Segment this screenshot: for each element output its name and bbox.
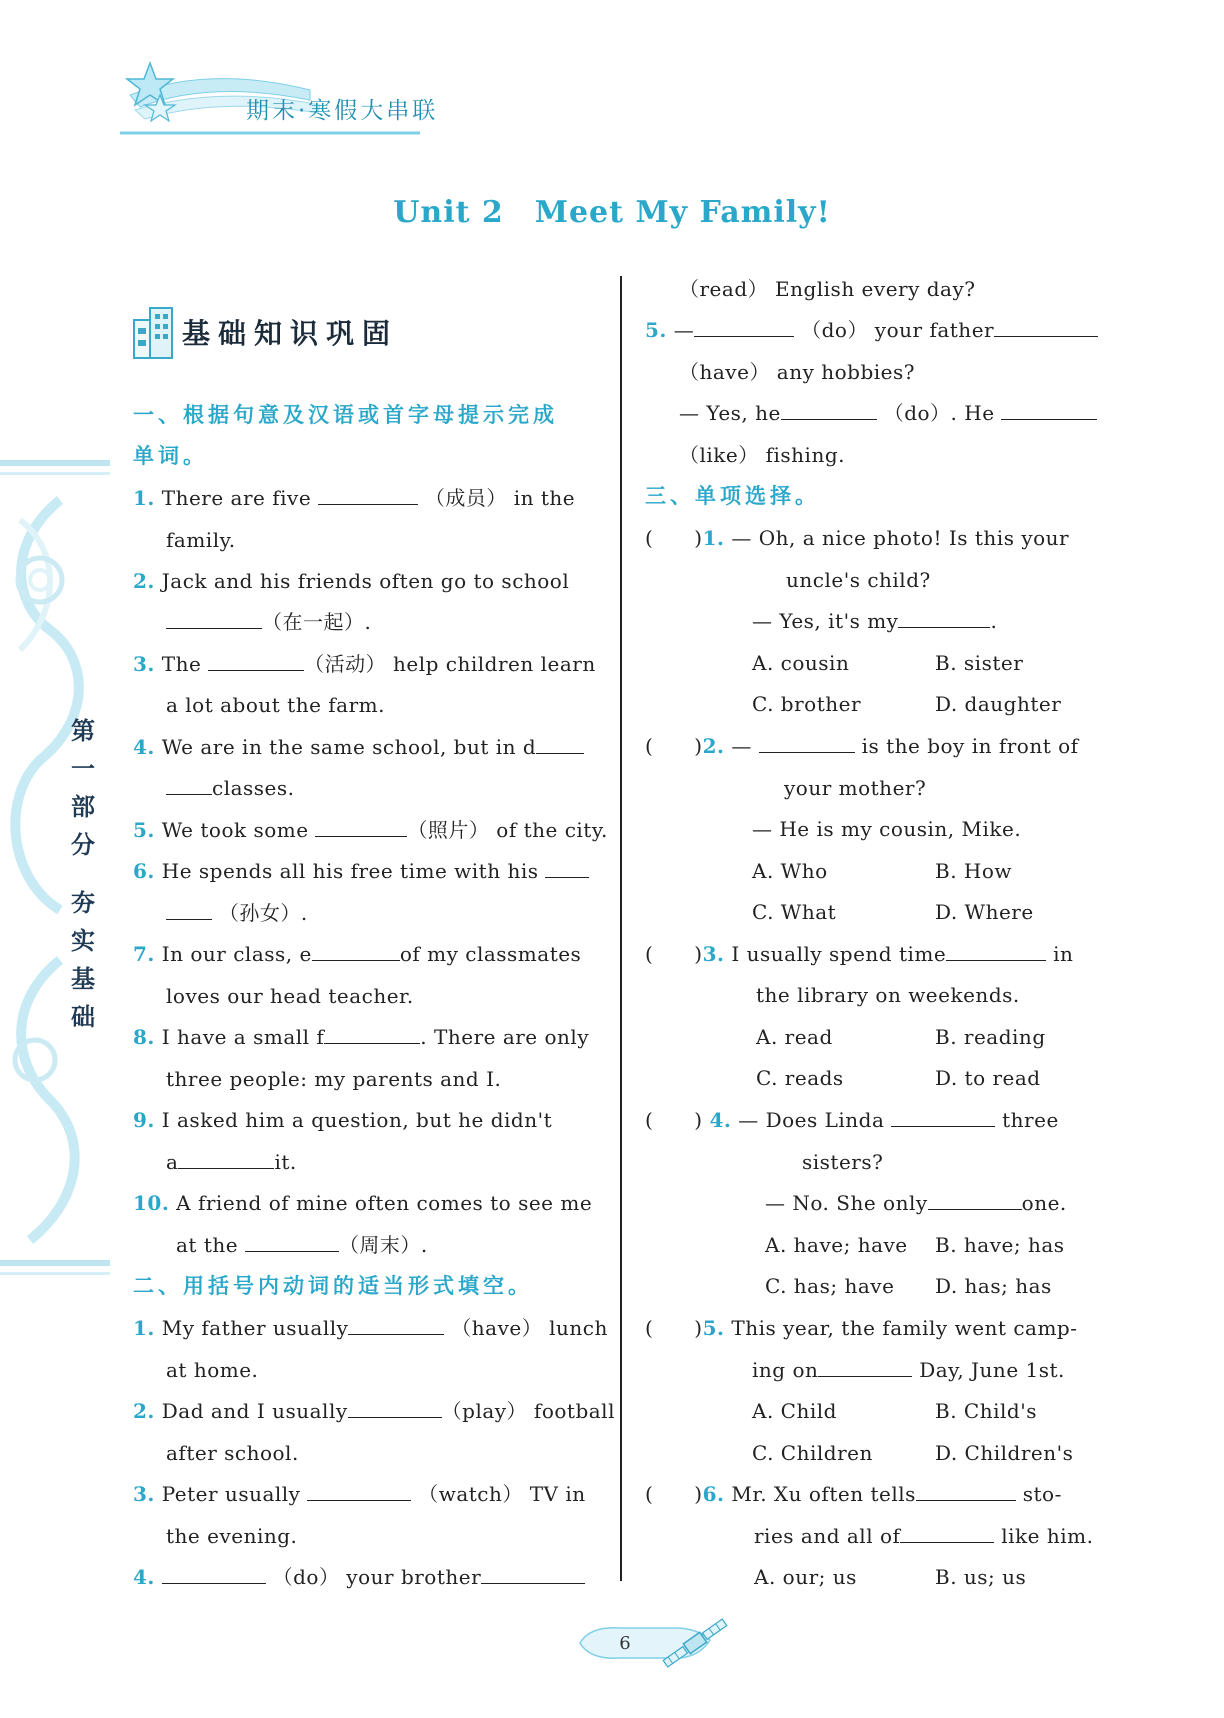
question-line: （like） fishing. — [679, 443, 845, 467]
section-title: 基础知识巩固 — [182, 317, 399, 350]
answer-blank[interactable] — [166, 608, 262, 629]
answer-paren[interactable]: ( ) — [645, 1108, 703, 1132]
side-char: 夯 — [71, 889, 95, 917]
question-line: （孙女）. — [166, 899, 308, 927]
question-number: 2. — [133, 1399, 155, 1423]
answer-blank[interactable] — [307, 1480, 411, 1501]
question-line: 7. In our class, e of my classmates — [133, 942, 582, 966]
question-number: 7. — [133, 942, 155, 966]
option-c[interactable]: C. reads — [756, 1066, 844, 1090]
option-a[interactable]: A. have; have — [765, 1233, 908, 1257]
answer-blank[interactable] — [946, 940, 1046, 961]
question-number: 4. — [133, 735, 155, 759]
question-line: 2. Jack and his friends often go to school — [133, 569, 570, 593]
answer-paren[interactable]: ( ) — [645, 1316, 703, 1340]
question-line: at the （周末）. — [176, 1233, 428, 1257]
question-line: 1. My father usually （have） lunch — [133, 1316, 608, 1340]
option-d[interactable]: D. daughter — [935, 692, 1062, 716]
question-line: 6. He spends all his free time with his — [133, 857, 589, 885]
answer-blank[interactable] — [315, 816, 407, 837]
option-a[interactable]: A. Child — [752, 1399, 837, 1423]
option-d[interactable]: D. Where — [935, 900, 1034, 924]
question-number: 6. — [702, 1482, 725, 1506]
side-swirl-decoration — [0, 460, 110, 1280]
mcq-line: ( ) 4. — Does Linda three — [645, 1108, 1059, 1132]
question-line: 3. The （活动） help children learn — [133, 652, 596, 676]
option-a[interactable]: A. read — [756, 1025, 833, 1049]
option-c[interactable]: C. Children — [752, 1441, 873, 1465]
answer-blank[interactable] — [162, 1563, 266, 1584]
answer-paren[interactable]: ( ) — [645, 942, 703, 966]
option-d[interactable]: D. has; has — [935, 1274, 1052, 1298]
mcq-line: — No. She only one. — [765, 1191, 1067, 1215]
answer-blank[interactable] — [245, 1231, 339, 1252]
question-line: 5. We took some （照片） of the city. — [133, 818, 608, 842]
side-char: 部 — [71, 793, 95, 821]
question-line: 3. Peter usually （watch） TV in — [133, 1482, 586, 1506]
answer-blank[interactable] — [166, 899, 212, 920]
answer-blank[interactable] — [166, 774, 212, 795]
mcq-line: — He is my cousin, Mike. — [752, 817, 1022, 841]
part2-heading: 二、用括号内动词的适当形式填空。 — [133, 1273, 533, 1298]
side-char: 一 — [71, 755, 95, 783]
question-line: 2. Dad and I usually （play） football — [133, 1399, 615, 1423]
column-divider — [620, 276, 622, 1581]
question-line: three people: my parents and I. — [166, 1067, 502, 1091]
side-char: 础 — [71, 1003, 95, 1031]
question-line: the evening. — [166, 1524, 298, 1548]
question-number: 10. — [133, 1191, 170, 1215]
answer-blank[interactable] — [348, 1314, 444, 1335]
side-char: 基 — [71, 965, 95, 993]
page-number-ribbon — [570, 1598, 740, 1688]
answer-blank[interactable] — [1001, 399, 1097, 420]
answer-paren[interactable]: ( ) — [645, 526, 703, 550]
option-d[interactable]: D. Children's — [935, 1441, 1074, 1465]
question-line: a lot about the farm. — [166, 693, 385, 717]
question-number: 4. — [709, 1108, 732, 1132]
mcq-line: ( )2. — is the boy in front of — [645, 734, 1079, 758]
question-line: 10. A friend of mine often comes to see me — [133, 1191, 593, 1215]
mcq-line: your mother? — [784, 776, 927, 800]
unit-title: Unit 2 Meet My Family! — [393, 195, 831, 230]
question-line: at home. — [166, 1358, 259, 1382]
answer-blank[interactable] — [928, 1189, 1022, 1210]
question-line: after school. — [166, 1441, 299, 1465]
question-number: 5. — [645, 318, 667, 342]
side-char: 第 — [71, 717, 95, 745]
answer-paren[interactable]: ( ) — [645, 1482, 703, 1506]
answer-blank[interactable] — [312, 940, 400, 961]
mcq-line: ( )1. — Oh, a nice photo! Is this your — [645, 526, 1070, 550]
question-number: 1. — [702, 526, 725, 550]
part1-heading-line2: 单词。 — [133, 443, 208, 468]
mcq-line: ( )3. I usually spend time in — [645, 942, 1074, 966]
answer-blank[interactable] — [818, 1356, 912, 1377]
option-b[interactable]: B. reading — [935, 1025, 1046, 1049]
answer-blank[interactable] — [348, 1397, 442, 1418]
question-line: family. — [166, 528, 236, 552]
option-b[interactable]: B. us; us — [935, 1565, 1027, 1589]
question-line: classes. — [166, 774, 295, 802]
option-a[interactable]: A. Who — [752, 859, 828, 883]
option-b[interactable]: B. have; has — [935, 1233, 1065, 1257]
part3-heading: 三、单项选择。 — [645, 483, 820, 508]
header-title: 期末·寒假大串联 — [246, 98, 439, 124]
option-c[interactable]: C. What — [752, 900, 837, 924]
question-line: 9. I asked him a question, but he didn't — [133, 1108, 553, 1132]
option-c[interactable]: C. brother — [752, 692, 862, 716]
question-line: 1. There are five （成员） in the — [133, 486, 576, 510]
question-number: 6. — [133, 859, 155, 883]
mcq-line: — Yes, it's my . — [752, 609, 998, 633]
question-number: 1. — [133, 486, 155, 510]
question-number: 3. — [133, 652, 155, 676]
building-icon — [130, 300, 176, 360]
question-line: a it. — [166, 1150, 297, 1174]
mcq-line: the library on weekends. — [756, 983, 1020, 1007]
answer-blank[interactable] — [694, 316, 794, 337]
answer-blank[interactable] — [208, 650, 304, 671]
page-number: 6 — [619, 1633, 631, 1654]
answer-blank[interactable] — [759, 732, 855, 753]
question-line: 8. I have a small f . There are only — [133, 1025, 590, 1049]
option-b[interactable]: B. Child's — [935, 1399, 1037, 1423]
question-line: （read） English every day? — [679, 277, 976, 301]
answer-blank[interactable] — [318, 484, 418, 505]
side-char: 分 — [71, 831, 95, 859]
mcq-line: ( )5. This year, the family went camp- — [645, 1316, 1078, 1340]
question-line: （在一起）. — [166, 608, 371, 636]
answer-blank[interactable] — [178, 1148, 274, 1169]
question-number: 3. — [702, 942, 725, 966]
question-line: 5. — （do） your father — [645, 316, 1098, 344]
question-number: 4. — [133, 1565, 155, 1589]
mcq-line: ing on Day, June 1st. — [752, 1358, 1065, 1382]
option-b[interactable]: B. sister — [935, 651, 1024, 675]
option-d[interactable]: D. to read — [935, 1066, 1041, 1090]
question-line: 4. （do） your brother — [133, 1563, 585, 1591]
option-c[interactable]: C. has; have — [765, 1274, 895, 1298]
question-line: （have） any hobbies? — [679, 360, 916, 384]
mcq-line: uncle's child? — [786, 568, 931, 592]
option-a[interactable]: A. our; us — [754, 1565, 857, 1589]
answer-blank[interactable] — [545, 857, 589, 878]
answer-blank[interactable] — [994, 316, 1098, 337]
answer-blank[interactable] — [898, 607, 990, 628]
question-line: 4. We are in the same school, but in d — [133, 733, 584, 761]
answer-blank[interactable] — [536, 733, 584, 754]
question-number: 2. — [702, 734, 725, 758]
answer-blank[interactable] — [481, 1563, 585, 1584]
question-number: 3. — [133, 1482, 155, 1506]
question-number: 5. — [702, 1316, 725, 1340]
answer-blank[interactable] — [916, 1480, 1016, 1501]
answer-paren[interactable]: ( ) — [645, 734, 703, 758]
mcq-line: ries and all of like him. — [754, 1524, 1094, 1548]
answer-blank[interactable] — [900, 1522, 994, 1543]
side-char: 实 — [71, 927, 95, 955]
question-number: 9. — [133, 1108, 155, 1132]
option-a[interactable]: A. cousin — [752, 651, 850, 675]
question-line: — Yes, he （do）. He — [679, 399, 1097, 427]
answer-blank[interactable] — [324, 1023, 420, 1044]
mcq-line: sisters? — [802, 1150, 884, 1174]
question-number: 1. — [133, 1316, 155, 1340]
mcq-line: ( )6. Mr. Xu often tells sto- — [645, 1482, 1062, 1506]
question-number: 8. — [133, 1025, 155, 1049]
question-number: 2. — [133, 569, 155, 593]
question-line: loves our head teacher. — [166, 984, 414, 1008]
answer-blank[interactable] — [891, 1106, 995, 1127]
option-b[interactable]: B. How — [935, 859, 1013, 883]
answer-blank[interactable] — [781, 399, 877, 420]
part1-heading-line1: 一、根据句意及汉语或首字母提示完成 — [133, 402, 558, 427]
question-number: 5. — [133, 818, 155, 842]
